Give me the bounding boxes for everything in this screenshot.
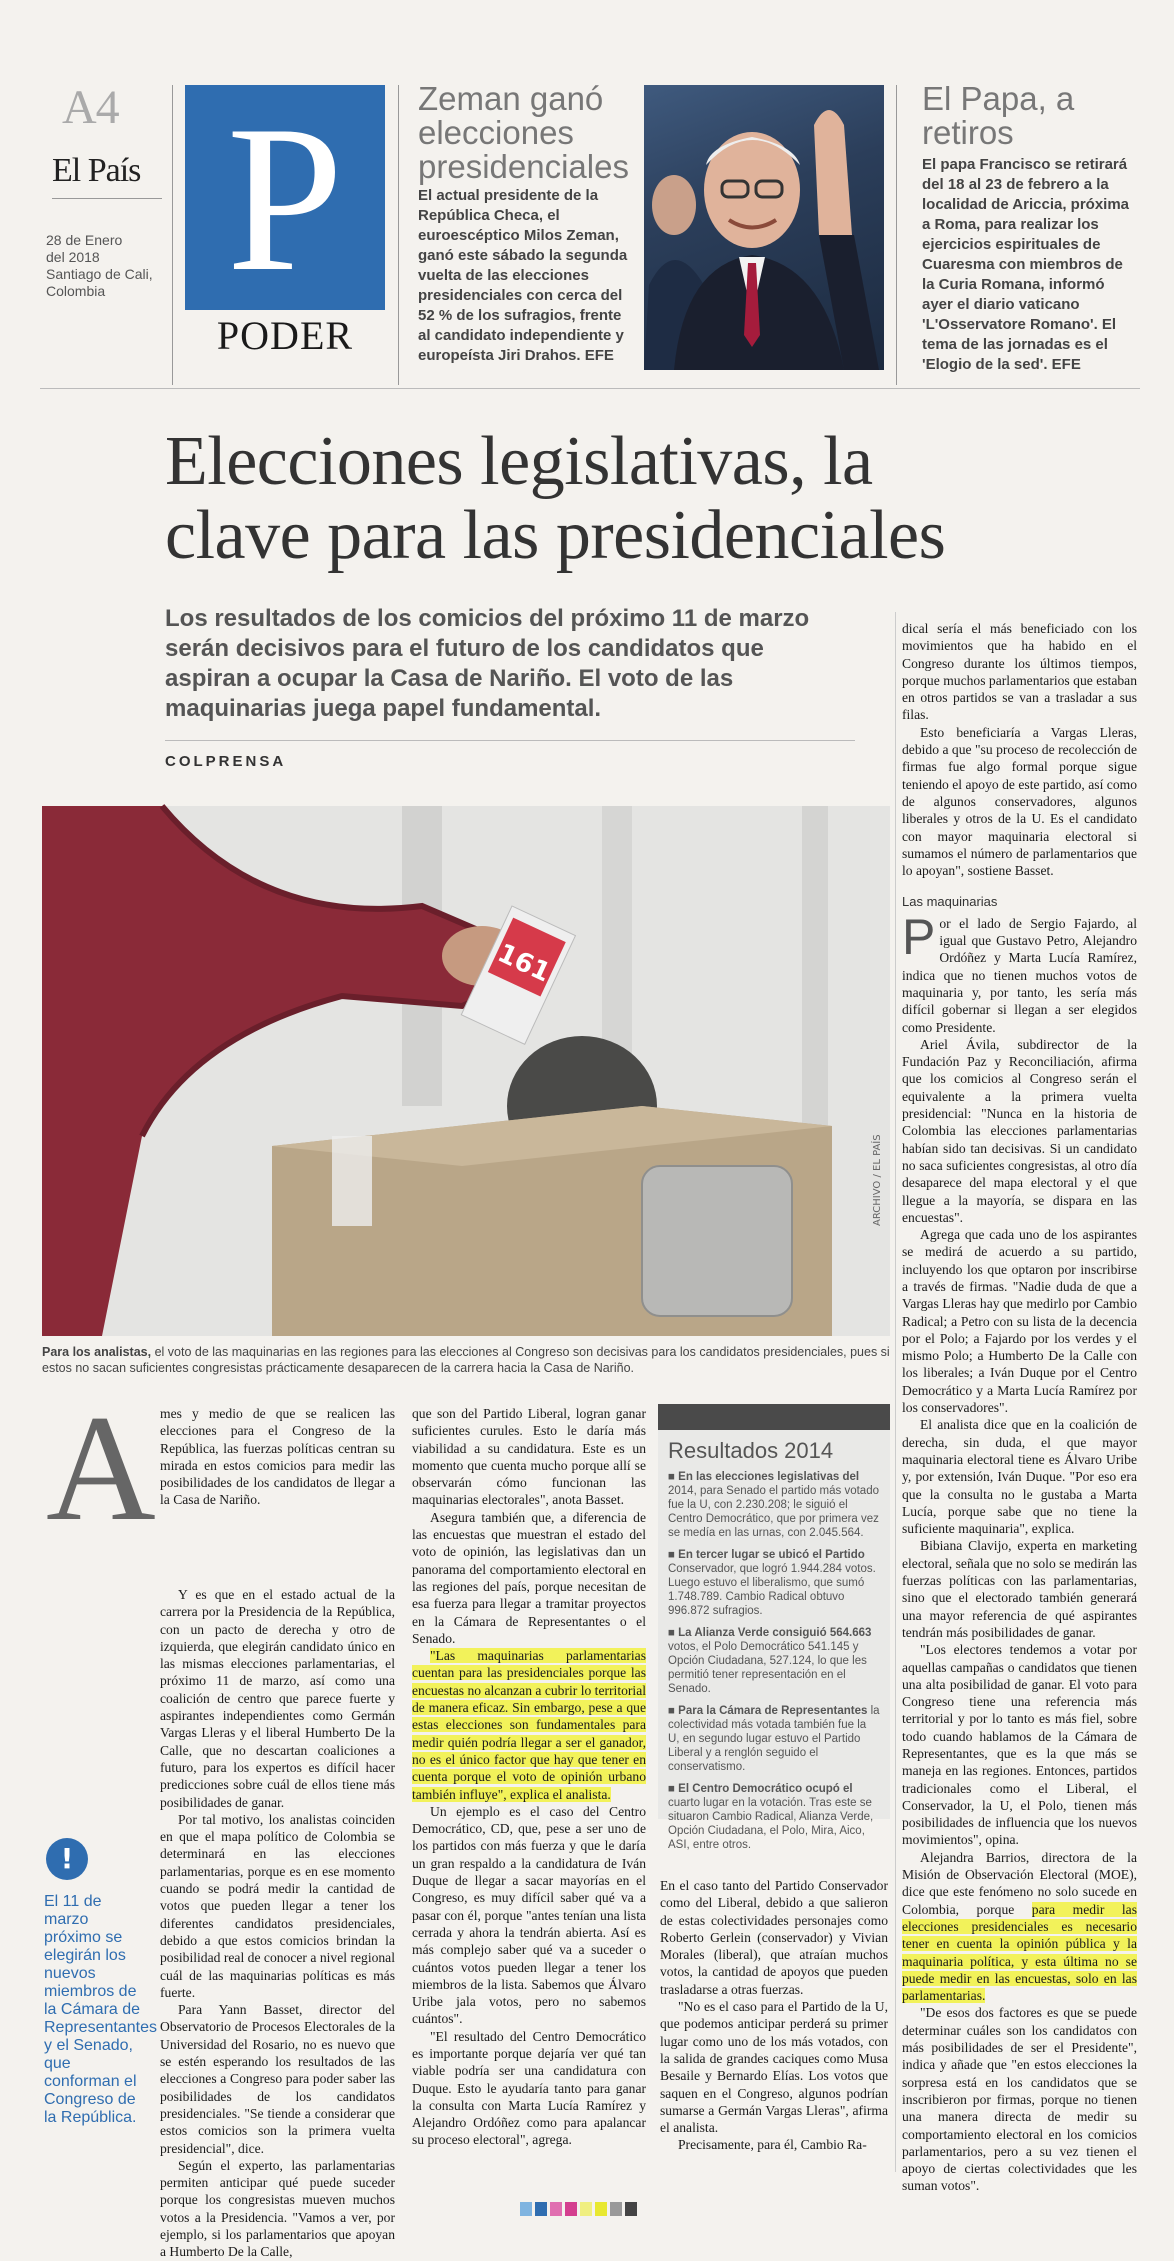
highlighted-moe-quote: para medir las elecciones presidenciales es necesario tener en cuenta la opinión pública y la maquinaria política, y esta última no se puede medir en las encuestas, solo en las parlamentarias. [902,1901,1137,2004]
ballot-number: 161 [492,938,555,989]
byline: COLPRENSA [165,753,287,770]
drop-cap-p: P [902,908,936,965]
body-column-3: En el caso tanto del Partido Conservador como del Liberal, debido a que salieron de estas colectividades personajes como Roberto Gerlein (conservador) y Vivian Morales (liberal), que atraían muchos votos, la cantidad de apoyos que pueden trasladarse a otras fuerzas. "No es el caso para el Partido de la U, que podemos anticipar perderá su primer lugar como uno de los más votados, con la salida de grandes caciques como Musa Besaile y Bernardo Elías. Los votos que saquen en el Congreso, algunos podrían sumarse a Germán Vargas Lleras", afirma el analista. Precisamente, para él, Cambio Ra- [660,1878,888,2153]
drop-cap-a: A [46,1384,156,1552]
body-column-2: que son del Partido Liberal, logran ganar suficientes curules. Esto le daría más viabilidad a su candidatura. Este es un momento que cuenta mucho porque allí se observarán cómo funcionan las maquinarias electorales", anota Basset. Asegura también que, a diferencia de las encuestas que muestran el estado del voto de opinión, las legislativas dan un panorama del comportamiento electoral en las regiones del país, porque necesitan de esa fuerza para llegar a tramitar proyectos en la Cámara de Representantes o el Senado. "Las maquinarias parlamentarias cuentan para las presidenciales porque las encuestas no alcanzan a cubrir lo territorial de manera eficaz. Sin embargo, pese a que estas elecciones son fundamentales para medir quién podría llegar a ser el ganador, no es el único factor que hay que tener en cuenta porque el voto de opinión urbano también influye", explica el analista. Un ejemplo es el caso del Centro Democrático, CD, que, pese a ser uno de los partidos con más fuerza y que le daría un gran respaldo a la candidatura de Iván Duque de llegar a sacar mayorías en el Congreso, es muy difícil saber qué va a pasar con él, porque "antes tenían una lista cerrada y ahora la tendrán abierta. Así es más complejo saber qué va a suceder o cuántos votos pueden llegar a tener los miembros de la lista. Sabemos que Álvaro Uribe jala votos, pero no sabemos cuántos". "El resultado del Centro Democrático es importante porque dejaría ver qué tan viable podría ser una candidatura con Duque. Esto le ayudaría tanto para ganar la consulta con Marta Lucía Ramírez y Alejandro Ordóñez como para apalancar su proceso electoral", agrega. [412,1406,647,2148]
paper-name: El País [52,152,141,189]
sidebar-item: ■ La Alianza Verde consiguió 564.663 votos, el Polo Democrático 541.145 y Opción Ciudadana, 527.124, lo que les permitió tener representación en el Senado. [668,1627,872,1695]
section-letter: P [185,85,385,310]
ballot-photo [42,806,890,1336]
sidebar-item: ■ En tercer lugar se ubicó el Partido Conservador, que logró 1.944.284 votos. Luego estuvo el liberalismo, que sumó 1.748.789. Cambio Radical obtuvo 996.872 sufragios. [668,1549,876,1617]
brief-zeman-body: El actual presidente de la República Checa, el euroescéptico Milos Zeman, ganó este sábado la segunda vuelta de las elecciones presidenciales con cerca del 52 % de los sufragios, frente al candidato independiente y europeísta Jiri Drahos. EFE [418,187,628,364]
photo-caption: Para los analistas, el voto de las maquinarias en las regiones para las elecciones al Congreso son decisivas para los candidatos presidenciales, pues si estos no sacan suficientes congresistas prácticamente desaparecen de la carrera hacia la Casa de Nariño. [42,1345,890,1375]
sidebar-item: ■ En las elecciones legislativas del 2014, para Senado el partido más votado fue la U, con 2.230.208; le siguió el Centro Democrático, que por primera vez se medía en las urnas, con 2.045.564. [668,1471,879,1539]
print-color-bar [520,2202,637,2216]
brief-pope-body: El papa Francisco se retirará del 18 al 23 de febrero a la localidad de Ariccia, próxima a Roma, para realizar los ejercicios espirituales de Cuaresma con miembros de la Curia Romana, informó ayer el diario vaticano 'L'Osservatore Romano'. El tema de las jornadas es el 'Elogio de la sed'. EFE [922,156,1130,373]
headline: Elecciones legislativas, la clave para las presidenciales [165,423,946,574]
subhead-maquinarias: Las maquinarias [902,894,998,910]
highlighted-quote: "Las maquinarias parlamentarias cuentan para las presidenciales porque las encuestas no alcanzan a cubrir lo territorial de manera eficaz. Sin embargo, pese a que estas elecciones son fundamentales para medir quién podría llegar a ser el ganador, no es el único factor que hay que tener en cuenta porque el voto de opinión urbano también influye", explica el analista. [412,1648,647,1802]
body-column-1: mes y medio de que se realicen las elecciones para el Congreso de la República, las fuerzas políticas centran su mirada en estos comicios para medir las posibilidades de los candidatos de llegar a la Casa de Nariño. [160,1406,395,1508]
page-number: A4 [62,81,119,134]
sidebar-title: Resultados 2014 [668,1438,834,1463]
zeman-photo [644,85,884,370]
results-sidebar [658,1404,890,1851]
fact-icon: ! [46,1838,88,1880]
body-column-4: dical sería el más beneficiado con los movimientos que ha habido en el Congreso durante los últimos tiempos, porque muchos parlamentarios que estaban en otros partidos se van a trasladar a sus filas. Esto beneficiaría a Vargas Lleras, debido a que "su proceso de recolección de firmas fue algo formal porque sigue teniendo el apoyo de este partido, así como de algunos conservadores, algunos liberales y otros de la U. Es el candidato con mayor maquinaria electoral si sumamos el número de parlamentarios que lo apoyan", sostiene Basset. Las maquinarias P or el lado de Sergio Fajardo, al igual que Gustavo Petro, Alejandro Ordóñez y Marta Lucía Ramírez, indica que no tienen muchos votos de maquinaria y, por tanto, les sería más difícil gobernar si llegan a ser elegidos como Presidente. Ariel Ávila, subdirector de la Fundación Paz y Reconciliación, afirma que los comicios al Congreso serán el equivalente a la primera vuelta presidencial: "Nunca en la historia de Colombia las elecciones parlamentarias habían sido tan decisivas. Si un candidato no saca suficientes congresistas, al otro día desaparece del mapa electoral y el que llegue a la mayoría, se dispara en las encuestas". Agrega que cada uno de los aspirantes se medirá de acuerdo a su partido, incluyendo los que optaron por inscribirse a través de firmas. "Nadie duda de que a Vargas Lleras hay que medirlo por Cambio Radical; a Petro con su lista de la decencia por el Polo; a Fajardo por los verdes y el mismo Polo; a Humberto De la Calle con los liberales; a Iván Duque por el Centro Democrático y a Marta Lucía Ramírez por los conservadores". El analista dice que en la coalición de derecha, sin duda, el que mayor maquinaria electoral tiene es Álvaro Uribe y, por extensión, Iván Duque. "Por eso era que la consulta no le gustaba a Marta Lucía, porque sabe que no tiene la suficiente maquinaria", explica. Bibiana Clavijo, experta en marketing electoral, señala que no solo se medirán las fuerzas políticas con las parlamentarias, sino que el electorado también generará una mayor referencia de qué aspirantes tendrán más posibilidades de ganar. "Los electores tendemos a votar por aquellas campañas o candidatos que tienen una alta posibilidad de ganar. El voto para Congreso tiene una referencia más territorial y por lo tanto es más fiel, sobre todo cuando hablamos de la Cámara de Representantes, que es la que más se maneja en las regiones. Entonces, partidos tradicionales como el Liberal, el Conservador, la U, el Polo, tienen más posibilidades de influencia que los nuevos movimientos", opina. Alejandra Barrios, directora de la Misión de Observación Electoral (MOE), dice que este fenómeno no solo sucede en Colombia, porque para medir las elecciones presidenciales es necesario tener en cuenta la opinión pública y la maquinaria política, y esta última no se puede medir en las encuestas, solo en las parlamentarias. "De esos dos factores es que se puede determinar cuáles son los candidatos con más posibilidades de ser el Presidente", indica y añade que "en estos elecciones la sorpresa está en los candidatos que se inscribieron por firmas, porque no tienen una manera directa de medir su comportamiento electoral en los comicios parlamentarios, pero a su vez tienen el apoyo de ciertas colectividades que les suman votos". [902,621,1137,2194]
fact-text: El 11 de marzo próximo se elegirán los nuevos miembros de la Cámara de Representantes y el Senado, que conforman el Congreso de la República. [44,1893,157,2126]
edition-date: 28 de Enero del 2018 Santiago de Cali, Colombia [46,232,153,299]
photo-credit: ARCHIVO / EL PAÍS [872,1134,883,1226]
sidebar-item: ■ Para la Cámara de Representantes la colectividad más votada también fue la U, en segundo lugar estuvo el Partido Liberal y a renglón seguido el conservatismo. [668,1705,880,1773]
sidebar-item: ■ El Centro Democrático ocupó el cuarto lugar en la votación. Tras este se situaron Cambio Radical, Alianza Verde, Opción Ciudadana, el Polo, Mira, Aico, ASI, entre otros. [668,1783,874,1851]
brief-zeman-title: Zeman ganó elecciones presidenciales [418,80,629,185]
section-label: PODER [216,313,354,358]
body-column-1b: Y es que en el estado actual de la carrera por la Presidencia de la República, con un pacto de derecha y otro de izquierda, que elegirán candidato único en las mismas elecciones parlamentarias, el próximo 11 de marzo, así como una coalición de centro que parece fuerte y aspirantes independientes como Germán Vargas Lleras y el liberal Humberto De la Calle, que no descartan coaliciones a futuro, para los expertos es difícil hacer predicciones sobre cuál de ellos tiene más posibilidades de ganar. Por tal motivo, los analistas coinciden en que el mapa político de Colombia se determinará en las elecciones parlamentarias, porque es en ese momento cuando se podrá medir la cantidad de votos que pueden llegar a tener los diferentes candidatos presidenciales, debido a que estos comicios brindan la posibilidad real de conocer a nivel regional cuál de las maquinarias políticas es más fuerte. Para Yann Basset, director del Observatorio de Procesos Electorales de la Universidad del Rosario, no es nuevo que se estén esperando los resultados de las elecciones a Congreso para poder saber las posibilidades de los candidatos presidenciales. "Se tiende a considerar que estos comicios son la primera vuelta presidencial", dice. Según el experto, las parlamentarias permiten anticipar qué puede suceder porque los congresistas mueven muchos votos a la Presidencia. "Vamos a ver, por ejemplo, si los parlamentarios que apoyan a Humberto De la Calle, [160,1587,395,2260]
brief-pope-title: El Papa, a retiros [922,80,1075,151]
deck: Los resultados de los comicios del próximo 11 de marzo serán decisivos para el futuro de los candidatos que aspiran a ocupar la Casa de Nariño. El voto de las maquinarias juega papel fundamental. [165,605,810,722]
